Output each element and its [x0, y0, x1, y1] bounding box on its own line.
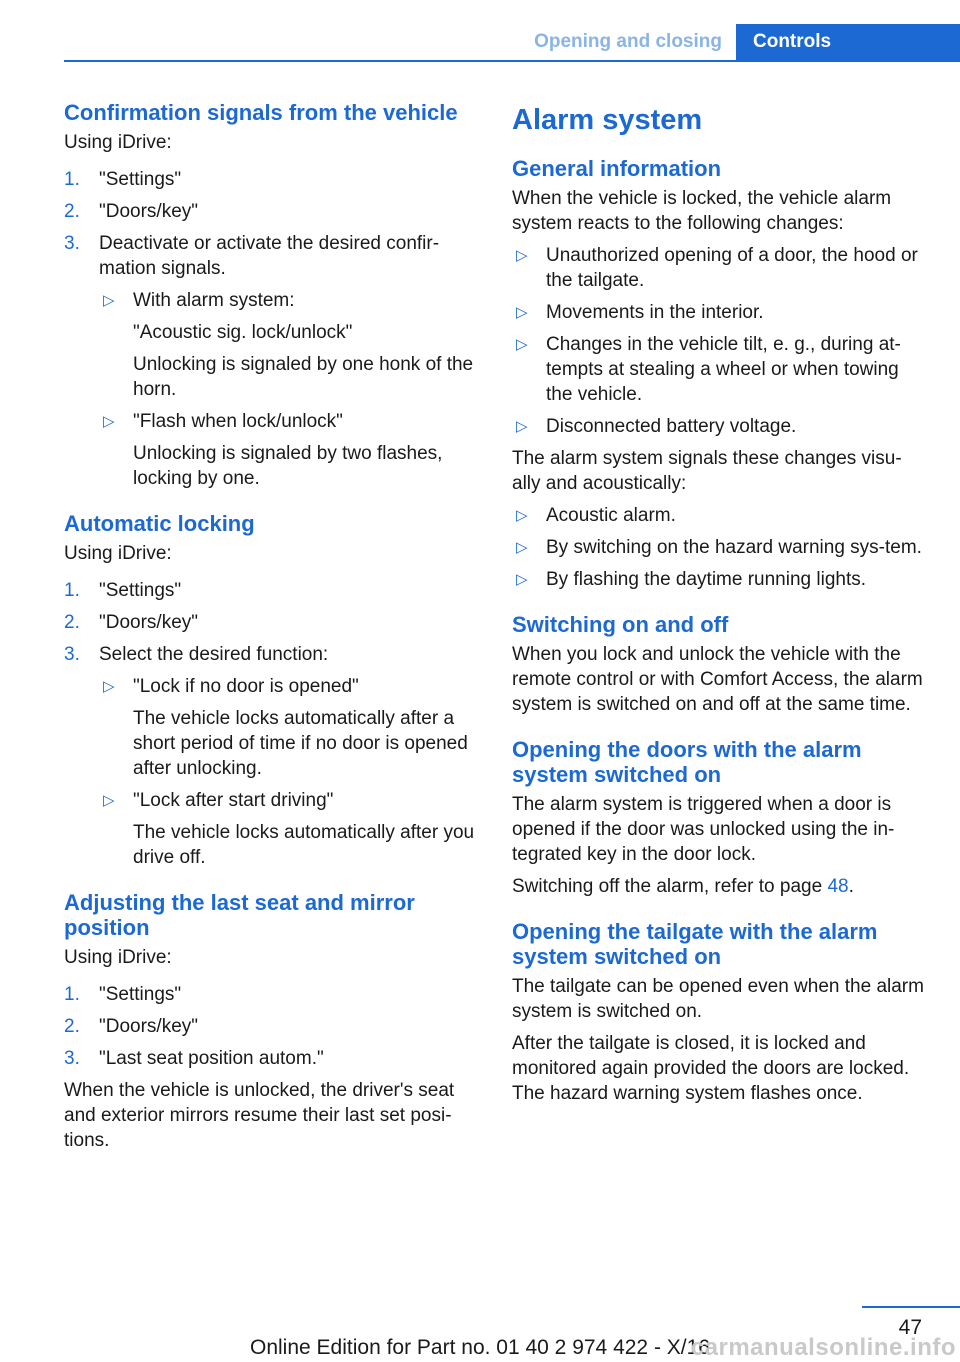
- list-item: [64, 167, 476, 192]
- list-number: 2.: [64, 1016, 80, 1037]
- page-reference: [512, 874, 924, 899]
- bullet-text: "Flash when lock/unlock": [133, 411, 343, 432]
- sub-list: [99, 674, 476, 870]
- list-number: 1.: [64, 580, 80, 601]
- bullet-item: [99, 288, 476, 402]
- list-item-text: "Doors/key": [99, 1016, 199, 1037]
- list-item-text: "Settings": [99, 580, 182, 601]
- triangle-right-icon: ▷: [516, 246, 528, 264]
- bullet-text: Movements in the interior.: [546, 302, 764, 323]
- body-text: After the tailgate is closed, it is locked and monitored again provided the doors are locked. The hazard warning system flashes once.: [512, 1033, 910, 1104]
- sub-list: [99, 288, 476, 491]
- list-item: [64, 610, 476, 635]
- section-heading: Opening the doors with the alarm system switched on: [512, 737, 862, 787]
- list-item-text: "Doors/key": [99, 612, 199, 633]
- list-number: 3.: [64, 1048, 80, 1069]
- bullet-item: [512, 300, 924, 325]
- reference-suffix: .: [848, 876, 854, 897]
- triangle-right-icon: ▷: [103, 677, 115, 695]
- body-text: The alarm system signals these changes visu-ally and acoustically:: [512, 448, 902, 494]
- bullet-detail: The vehicle locks automatically after you drive off.: [133, 822, 475, 868]
- triangle-right-icon: ▷: [516, 335, 528, 353]
- footer-rule: [862, 1306, 960, 1308]
- list-item: [64, 1046, 476, 1071]
- bullet-text: By switching on the hazard warning sys-tem.: [546, 537, 922, 558]
- opening-tailgate-alarm-section: [512, 919, 924, 1106]
- list-item-text: Deactivate or activate the desired confir-mation signals.: [99, 233, 440, 279]
- confirmation-signals-section: [64, 100, 476, 491]
- edition-footer: Online Edition for Part no. 01 40 2 974 422 - X/16: [250, 1336, 710, 1359]
- bullet-detail: The vehicle locks automatically after a short period of time if no door is opened after unlocking.: [133, 708, 468, 779]
- list-number: 3.: [64, 233, 80, 254]
- bullet-text: By flashing the daytime running lights.: [546, 569, 867, 590]
- list-number: 1.: [64, 169, 80, 190]
- bullet-item: [512, 332, 924, 407]
- page-header: [64, 24, 960, 62]
- bullet-text: Disconnected battery voltage.: [546, 416, 797, 437]
- numbered-list: [64, 167, 476, 491]
- body-text: When the vehicle is unlocked, the driver's seat and exterior mirrors resume their last set posi-tions.: [64, 1080, 455, 1151]
- list-item-text: "Settings": [99, 169, 182, 190]
- list-item: [64, 578, 476, 603]
- header-rule: [64, 60, 960, 62]
- list-item: [64, 231, 476, 491]
- section-heading: Confirmation signals from the vehicle: [64, 100, 458, 125]
- list-item: [64, 1014, 476, 1039]
- triangle-right-icon: ▷: [516, 417, 528, 435]
- triangle-right-icon: ▷: [103, 791, 115, 809]
- header-chapter-tab: Controls: [736, 24, 960, 62]
- bullet-text: "Lock after start driving": [133, 790, 334, 811]
- bullet-item: [512, 503, 924, 528]
- list-number: 3.: [64, 644, 80, 665]
- triangle-right-icon: ▷: [103, 412, 115, 430]
- list-item-text: Select the desired function:: [99, 644, 329, 665]
- switching-on-off-section: [512, 612, 924, 717]
- bullet-item: [512, 567, 924, 592]
- body-text: The alarm system is triggered when a door is opened if the door was unlocked using the in-tegrated key in the door lock.: [512, 794, 895, 865]
- triangle-right-icon: ▷: [516, 303, 528, 321]
- bullet-item: [99, 788, 476, 870]
- header-section-title: Opening and closing: [534, 31, 722, 52]
- bullet-list: [512, 243, 924, 439]
- list-number: 1.: [64, 984, 80, 1005]
- bullet-text: Unauthorized opening of a door, the hood or the tailgate.: [546, 245, 918, 291]
- list-item-text: "Doors/key": [99, 201, 199, 222]
- chapter-title: Alarm system: [512, 104, 703, 136]
- intro-text: When the vehicle is locked, the vehicle alarm system reacts to the following changes:: [512, 188, 892, 234]
- bullet-text: Changes in the vehicle tilt, e. g., during at-tempts at stealing a wheel or when towing the vehicle.: [546, 334, 901, 405]
- bullet-detail: "Acoustic sig. lock/unlock": [133, 322, 353, 343]
- bullet-detail: Unlocking is signaled by two flashes, locking by one.: [133, 443, 443, 489]
- list-number: 2.: [64, 201, 80, 222]
- triangle-right-icon: ▷: [516, 506, 528, 524]
- numbered-list: [64, 982, 476, 1071]
- bullet-item: [512, 243, 924, 293]
- reference-text: Switching off the alarm, refer to page: [512, 876, 828, 897]
- triangle-right-icon: ▷: [103, 291, 115, 309]
- section-heading: Automatic locking: [64, 511, 255, 536]
- list-item-text: "Last seat position autom.": [99, 1048, 324, 1069]
- page-link[interactable]: 48: [827, 876, 849, 897]
- bullet-text: "Lock if no door is opened": [133, 676, 359, 697]
- page-number: 47: [898, 1316, 922, 1339]
- right-column: [512, 100, 924, 1113]
- left-column: [64, 100, 476, 1160]
- section-heading: Opening the tailgate with the alarm system switched on: [512, 919, 878, 969]
- intro-text: Using iDrive:: [64, 132, 172, 153]
- list-item: [64, 199, 476, 224]
- bullet-detail: Unlocking is signaled by one honk of the horn.: [133, 354, 474, 400]
- triangle-right-icon: ▷: [516, 538, 528, 556]
- bullet-list: [512, 503, 924, 592]
- intro-text: Using iDrive:: [64, 947, 172, 968]
- section-heading: Switching on and off: [512, 612, 729, 637]
- list-item: [64, 642, 476, 870]
- intro-text: Using iDrive:: [64, 543, 172, 564]
- body-text: When you lock and unlock the vehicle with the remote control or with Comfort Access, the alarm system is switched on and off at the same time.: [512, 644, 923, 715]
- opening-doors-alarm-section: [512, 737, 924, 899]
- bullet-item: [512, 535, 924, 560]
- body-text: The tailgate can be opened even when the alarm system is switched on.: [512, 976, 924, 1022]
- watermark: carmanualsonline.info: [690, 1334, 956, 1361]
- numbered-list: [64, 578, 476, 870]
- list-item: [64, 982, 476, 1007]
- last-seat-position-section: [64, 890, 476, 1153]
- bullet-text: Acoustic alarm.: [546, 505, 676, 526]
- section-heading: General information: [512, 156, 722, 181]
- bullet-item: [512, 414, 924, 439]
- bullet-item: [99, 674, 476, 781]
- list-item-text: "Settings": [99, 984, 182, 1005]
- triangle-right-icon: ▷: [516, 570, 528, 588]
- bullet-text: With alarm system:: [133, 290, 295, 311]
- bullet-item: [99, 409, 476, 491]
- list-number: 2.: [64, 612, 80, 633]
- general-information-section: [512, 156, 924, 592]
- section-heading: Adjusting the last seat and mirror position: [64, 890, 415, 940]
- automatic-locking-section: [64, 511, 476, 870]
